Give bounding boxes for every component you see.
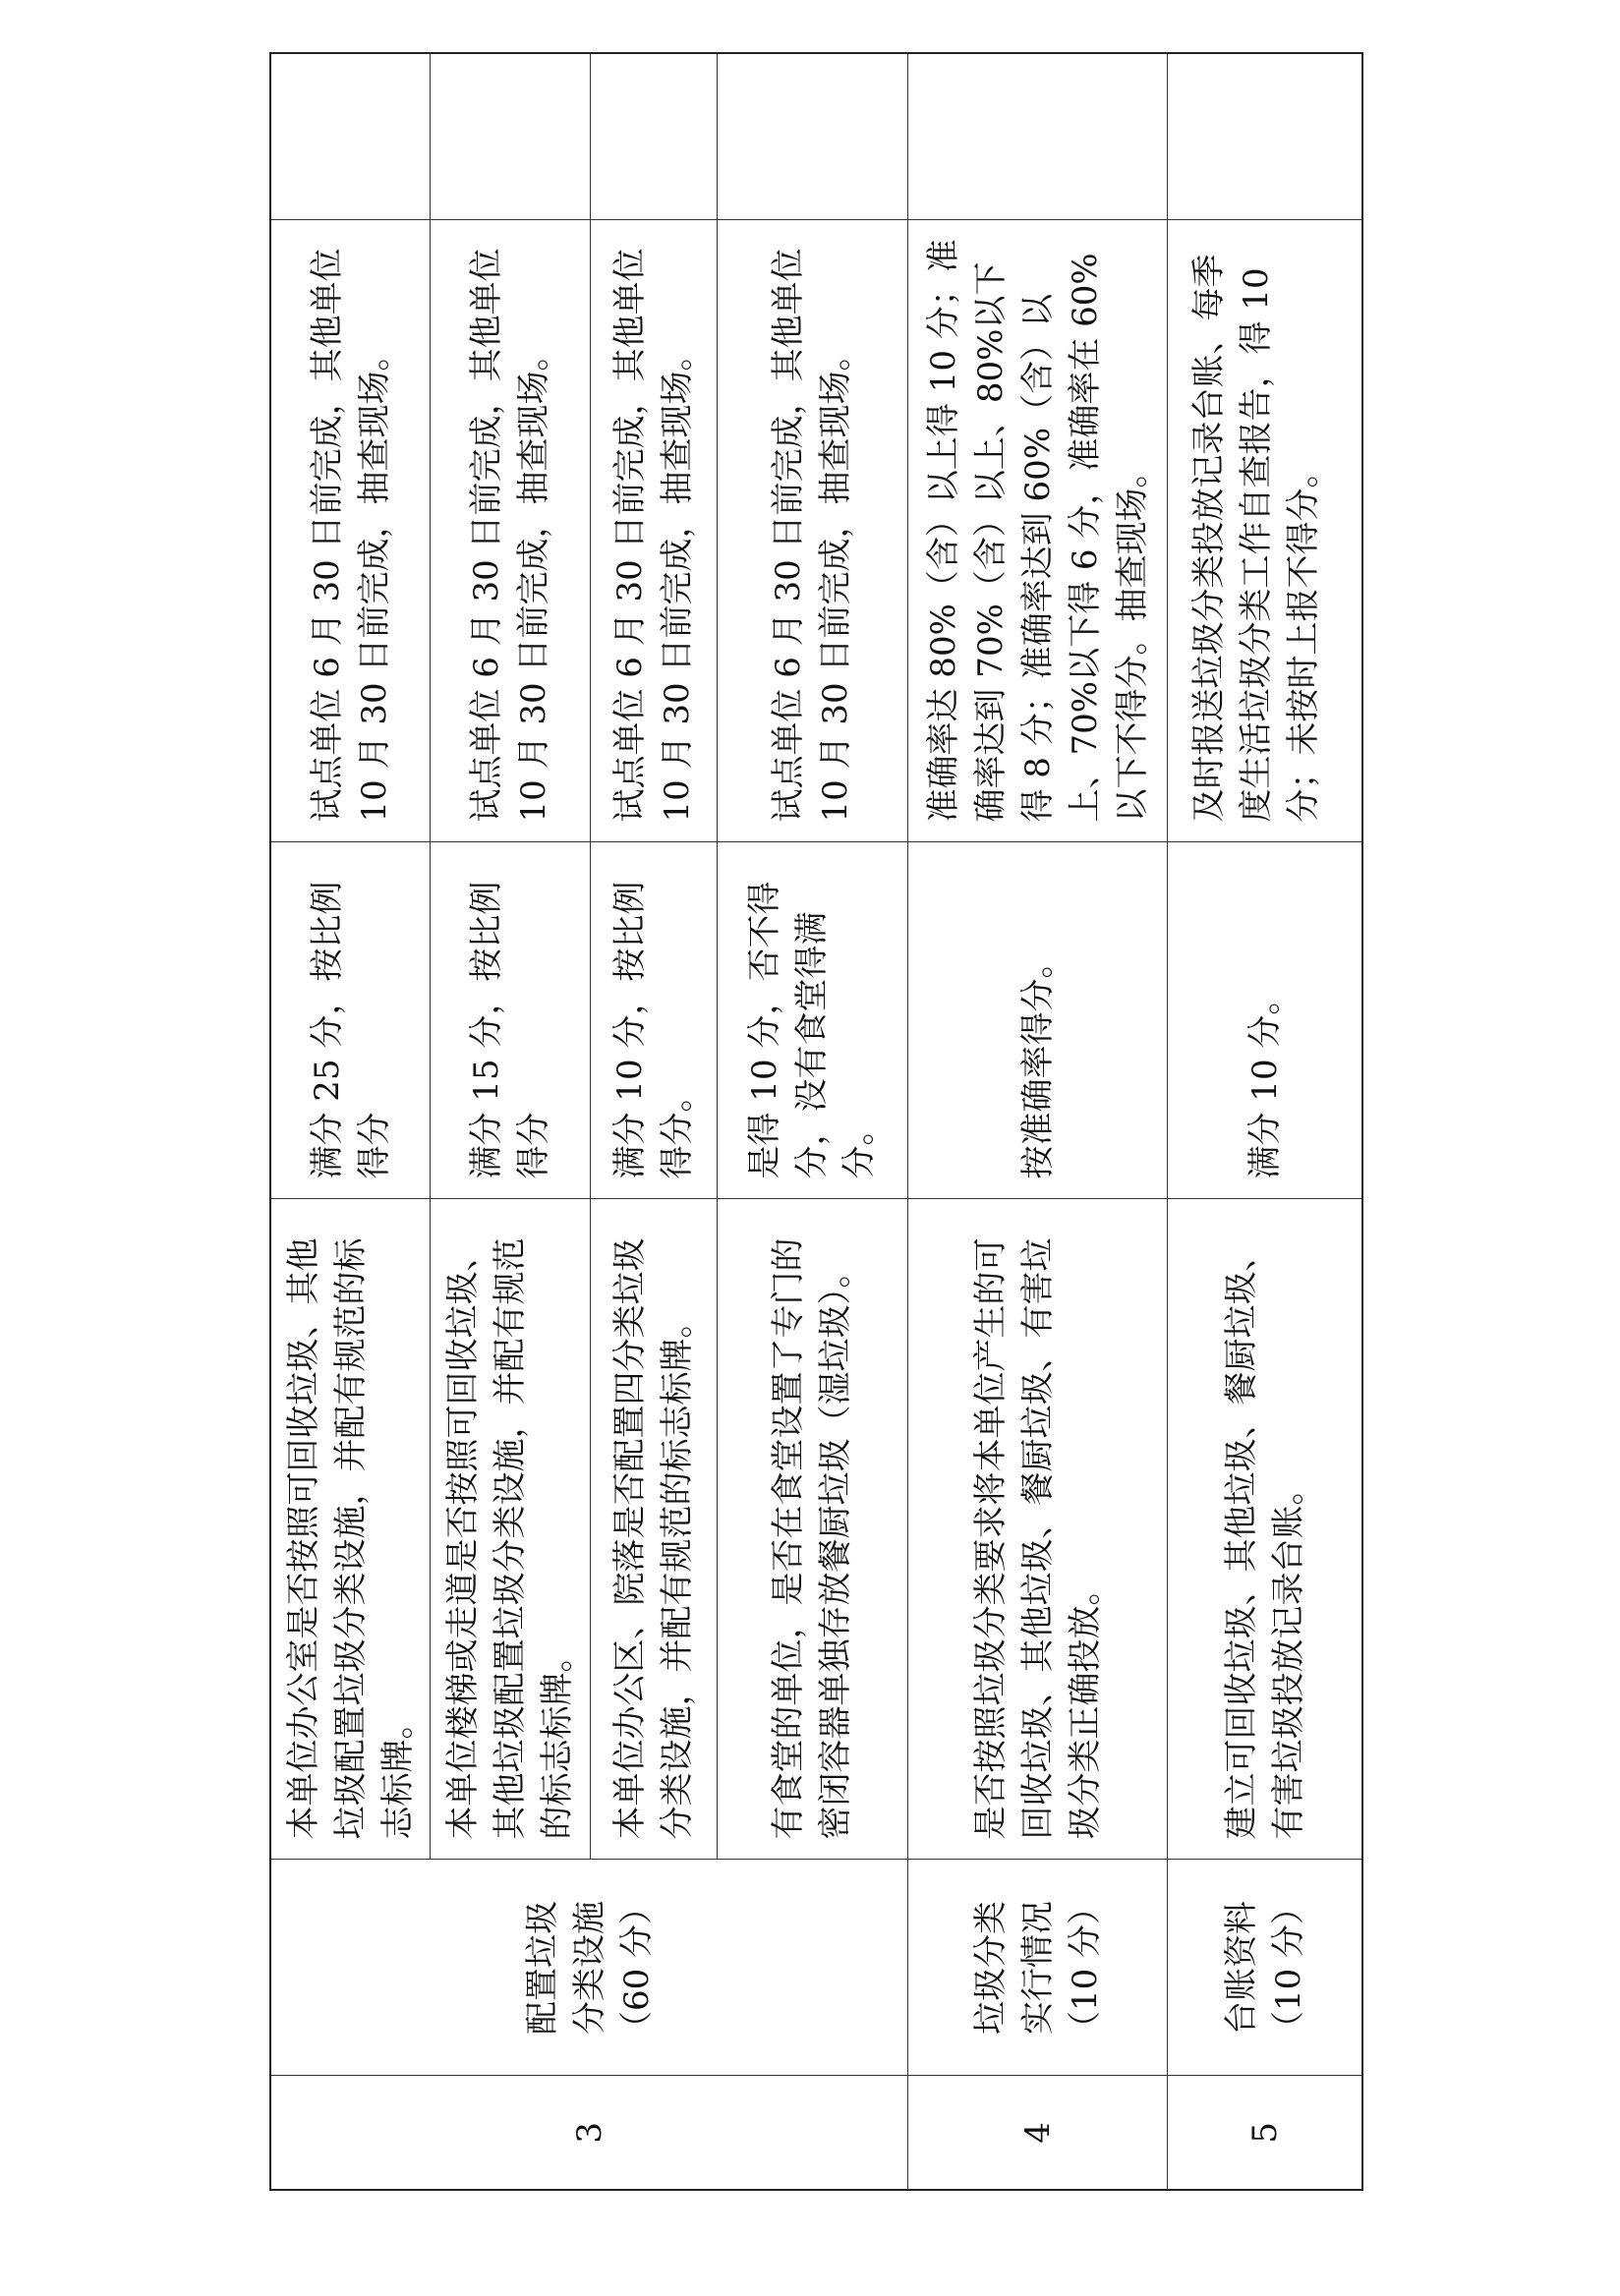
assessment-table (269, 52, 1363, 2191)
content-cell: 本单位楼梯或走道是否按照可回收垃圾、其他垃圾配置垃圾分类设施，并配有规范的标志标牌。 (431, 1199, 590, 1860)
notes-cell (270, 53, 431, 220)
scoring-cell: 满分 25 分，按比例得分 (270, 842, 431, 1199)
category-cell (270, 1860, 908, 2076)
standard-cell: 及时报送垃圾分类投放记录台账、每季度生活垃圾分类工作自查报告，得 10 分；未按时上报不得分。 (1168, 220, 1362, 842)
category-line: 实行情况 (1017, 1901, 1058, 2035)
category-cell (908, 1860, 1168, 2076)
category-line: （60 分） (616, 1890, 657, 2045)
notes-cell (717, 53, 907, 220)
category-line: （10 分） (1268, 1890, 1308, 2045)
scoring-cell: 按准确率得分。 (908, 842, 1168, 1199)
content-cell: 本单位办公室是否按照可回收垃圾、其他垃圾配置垃圾分类设施，并配有规范的标志标牌。 (270, 1199, 431, 1860)
content-cell: 是否按照垃圾分类要求将本单位产生的可回收垃圾、其他垃圾、餐厨垃圾、有害垃圾分类正确投放。 (908, 1199, 1168, 1860)
notes-cell (590, 53, 717, 220)
scoring-cell: 是得 10 分，否不得分，没有食堂得满分。 (717, 842, 907, 1199)
category-line: 配置垃圾 (522, 1901, 562, 2035)
standard-cell: 试点单位 6 月 30 日前完成，其他单位 10 月 30 日前完成，抽查现场。 (717, 220, 907, 842)
category-cell (1168, 1860, 1362, 2076)
notes-cell (431, 53, 590, 220)
scoring-cell: 满分 15 分，按比例得分 (431, 842, 590, 1199)
content-cell: 建立可回收垃圾、其他垃圾、餐厨垃圾、有害垃圾投放记录台账。 (1168, 1199, 1362, 1860)
category-line: （10 分） (1065, 1890, 1105, 2045)
content-cell: 有食堂的单位，是否在食堂设置了专门的密闭容器单独存放餐厨垃圾（湿垃圾）。 (717, 1199, 907, 1860)
standard-cell: 试点单位 6 月 30 日前完成，其他单位 10 月 30 日前完成，抽查现场。 (431, 220, 590, 842)
content-cell: 本单位办公区、院落是否配置四分类垃圾分类设施，并配有规范的标志标牌。 (590, 1199, 717, 1860)
standard-cell: 试点单位 6 月 30 日前完成，其他单位 10 月 30 日前完成，抽查现场。 (270, 220, 431, 842)
category-line: 垃圾分类 (970, 1901, 1011, 2035)
scoring-cell: 满分 10 分，按比例得分。 (590, 842, 717, 1199)
row-index: 4 (908, 2076, 1168, 2190)
row-index: 3 (270, 2076, 908, 2190)
category-line: 分类设施 (569, 1901, 609, 2035)
table-row (908, 53, 1168, 2190)
category-line: 台账资料 (1221, 1901, 1261, 2035)
notes-cell (1168, 53, 1362, 220)
standard-cell: 准确率达 80%（含）以上得 10 分；准确率达到 70%（含）以上、80%以下得 8 分；准确率达到 60%（含）以上、70%以下得 6 分，准确率在 60%以下不得分。抽查现场。 (908, 220, 1168, 842)
row-index: 5 (1168, 2076, 1362, 2190)
notes-cell (908, 53, 1168, 220)
scoring-cell: 满分 10 分。 (1168, 842, 1362, 1199)
table-row (270, 53, 431, 2190)
standard-cell: 试点单位 6 月 30 日前完成，其他单位 10 月 30 日前完成，抽查现场。 (590, 220, 717, 842)
table-row (1168, 53, 1362, 2190)
